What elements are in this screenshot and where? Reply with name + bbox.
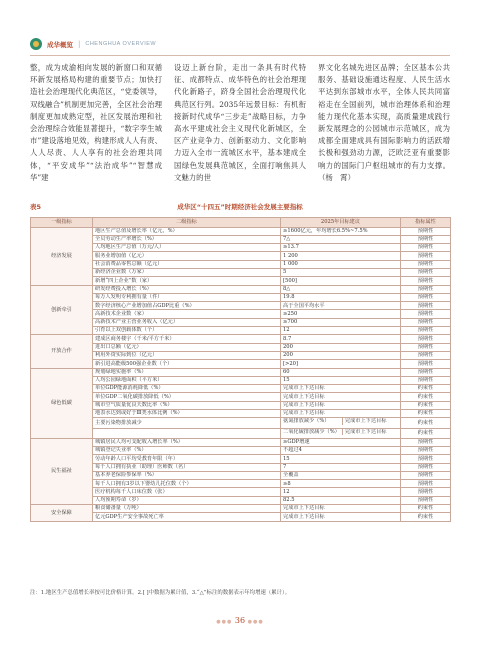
table-row [31,455,451,463]
category-cell: 经济发展 [31,227,93,285]
attribute-cell: 预期性 [401,268,451,276]
target-cell [281,418,401,428]
table-row [31,463,451,471]
indicator-cell: 人均预期寿命（岁） [93,496,281,504]
attribute-cell: 约束性 [401,513,451,521]
page-dots-right: ●●● [247,619,264,625]
target-subvalue: 完成市上下达目标 [344,418,387,425]
attribute-cell: 预期性 [401,438,451,446]
attribute-cell: 预期性 [401,252,451,260]
header-cell-level2: 二级指标 [93,218,281,228]
indicators-table [30,217,451,522]
indicator-cell: 劳动年龄人口平均受教育年限（年） [93,455,281,463]
target-cell: ≥250 [281,310,401,318]
table-row [31,343,451,351]
body-column-2: 设迈上新台阶，走出一条具有时代特征、成都特点、成华特色的社会治理现代化新路子，跻身全国社会治理现代化典范区行列。2035年远景目标：有机衔接新时代成华“三步走”战略目标，力争高水平建成社会主义现代化新城区，全区产业竞争力、创新驱动力、文化影响力迈入全市一流城区水平，基本建成全国绿色发展典范城区，全面打响焦具人文魅力的世 [174,63,306,182]
attribute-cell: 预期性 [401,351,451,359]
indicator-cell: 服务业增加值（亿元） [93,252,281,260]
target-cell: 15 [281,376,401,384]
target-cell: 全覆盖 [281,471,401,479]
page-footer [0,616,480,625]
indicator-cell: 每千人口拥有3岁以下婴幼儿托位数（个） [93,480,281,488]
table-row [31,310,451,318]
indicator-cell: 地表水达到或好于Ⅲ类水体比例（%） [93,410,281,418]
table-title: 成华区“十四五”时期经济社会发展主要指标 [177,203,303,211]
attribute-cell: 预期性 [401,302,451,310]
table-row [31,260,451,268]
attribute-cell: 预期性 [401,463,451,471]
body-column-3: 界文化名城先进区品牌；全区基本公共服务、基础设施通达程度、人民生活水平达到东部城市水平，全体人民共同富裕走在全国前列，城市治理体系和治理能力现代化基本实现，高质量建成践行新发展理念的公园城市示范城区，成为成都全面建成具有国际影响力的活跃增长极和强劲动力源，泛欧泛亚有重要影响力的国际门户枢纽城市的有力支撑。（杨 霄） [318,63,450,182]
target-subitem: 氨氮排放减少（%） [281,418,343,425]
table-row [31,480,451,488]
table-row [31,227,451,235]
table-row [31,244,451,252]
indicator-cell: 人均公园绿地面积（平方米） [93,376,281,384]
table-row [31,410,451,418]
indicator-cell: 医疗机构每千人口床位数（张） [93,488,281,496]
target-cell: 60 [281,368,401,376]
table-row [31,293,451,301]
attribute-cell: 预期性 [401,455,451,463]
target-cell: [500] [281,277,401,285]
header-separator: | [78,40,81,48]
table-row [31,505,451,513]
indicator-cell: 地区生产总值及增长率（亿元，%） [93,227,281,235]
table-row [31,496,451,504]
target-cell [281,428,401,438]
table-row [31,351,451,359]
chenghua-logo-icon [30,38,42,50]
category-cell: 民生福祉 [31,438,93,504]
attribute-cell: 预期性 [401,480,451,488]
target-cell: 15 [281,455,401,463]
table-row [31,335,451,343]
attribute-cell: 约束性 [401,505,451,513]
target-cell: 200 [281,343,401,351]
table-row [31,488,451,496]
indicator-cell: 新经济企业数（万家） [93,268,281,276]
attribute-cell: 预期性 [401,496,451,504]
table-row [31,318,451,326]
target-cell: 8.7 [281,335,401,343]
indicator-cell: 全员劳动生产率增长（%） [93,235,281,243]
body-column-1: 整，成为成渝相向发展的新窗口和双循环新发展格局构建的重要节点；加快打造社会治理现代化典范区，“党委领导，双线融合”机制更加完善，全区社会治理制度更加成熟定型，社区发展治理和社会治理综合效能显著提升，“数字孪生城市”建设落地见效，构建形成人人有责、人人尽责、人人享有的社会治理共同体，“平安成华”“法治成华”“智慧成华”建 [30,63,162,182]
target-cell: 12 [281,488,401,496]
attribute-cell: 预期性 [401,327,451,335]
table-row [31,285,451,293]
target-subitem: 二氧化硫排放减少（%） [281,429,343,436]
attribute-cell: 约束性 [401,393,451,401]
table-row [31,428,451,438]
header-cell-attribute: 指标属性 [401,218,451,228]
table-row [31,438,451,446]
attribute-cell: 预期性 [401,260,451,268]
table-row [31,393,451,401]
indicator-cell: 粮食储备量（万吨） [93,505,281,513]
indicator-cell: 每万人发明专利拥有量（件） [93,293,281,301]
attribute-cell: 约束性 [401,401,451,409]
table-row [31,235,451,243]
indicator-cell: 规划绿地实施率（%） [93,368,281,376]
target-cell: ≥700 [281,318,401,326]
table-row [31,418,451,428]
indicator-cell: 单位GDP能源消耗降低（%） [93,385,281,393]
indicator-cell: 城镇登记失业率（%） [93,447,281,455]
indicator-cell: 新增“四上企业”数（家） [93,277,281,285]
table-caption [30,202,450,214]
target-cell: 不超过4 [281,447,401,455]
category-cell: 安全保障 [31,505,93,522]
target-cell: 12 [281,327,401,335]
target-cell: 完成市上下达目标 [281,505,401,513]
attribute-cell: 预期性 [401,376,451,384]
indicator-cell: 人均地区生产总值（万元/人） [93,244,281,252]
target-cell: 1 000 [281,260,401,268]
attribute-cell: 约束性 [401,385,451,393]
attribute-cell: 预期性 [401,368,451,376]
header-cell-target: 2025年目标建议 [281,218,401,228]
target-cell: 高于全国平均水平 [281,302,401,310]
table-header-row [31,218,451,228]
target-cell: 完成市上下达目标 [281,385,401,393]
attribute-cell: 预期性 [401,343,451,351]
attribute-cell: 预期性 [401,471,451,479]
category-cell: 绿色低碳 [31,368,93,438]
table-row [31,376,451,384]
target-cell: 完成市上下达目标 [281,401,401,409]
target-cell: 完成市上下达目标 [281,513,401,521]
table-row [31,277,451,285]
table-row [31,327,451,335]
table-row [31,385,451,393]
indicator-cell: 城市空气质量优良天数比率（%） [93,401,281,409]
indicator-cell: 引育以上双创载体数（个） [93,327,281,335]
target-cell: 82.5 [281,496,401,504]
table-note: 注：1.地区生产总值增长率按可比价格计算。2.[ ]中数据为累计值，3.“△”标注的数据表示年均增速（累计）。 [30,590,291,596]
attribute-cell: 预期性 [401,235,451,243]
indicator-cell: 主要污染物排放减少 [93,418,281,428]
page-number: 36 [234,616,246,625]
target-cell: 19.8 [281,293,401,301]
table-row [31,252,451,260]
target-cell: 8△ [281,285,401,293]
target-subvalue: 完成市上下达目标 [344,428,387,435]
indicator-cell: 每千人口拥有执业（助理）医师数（名） [93,463,281,471]
header-subtitle: CHENGHUA OVERVIEW [85,41,157,47]
attribute-cell: 预期性 [401,447,451,455]
indicator-cell: 进出口总额（亿元） [93,343,281,351]
table-row [31,471,451,479]
attribute-cell: 预期性 [401,360,451,368]
target-cell: ≥1600亿元，年均增长6.5%~7.5% [281,227,401,235]
target-cell: ≥8 [281,480,401,488]
attribute-cell: 约束性 [401,410,451,418]
target-cell: 7△ [281,235,401,243]
target-cell: 完成市上下达目标 [281,393,401,401]
target-cell: 5 [281,268,401,276]
table-row [31,268,451,276]
indicator-cell: 高新技术企业数（家） [93,310,281,318]
category-cell: 创新牵引 [31,285,93,335]
attribute-cell: 预期性 [401,488,451,496]
running-header [30,36,156,52]
target-cell: 7 [281,463,401,471]
table-row [31,447,451,455]
attribute-cell: 约束性 [401,418,451,428]
table-row [31,360,451,368]
indicator-cell: 亿元GDP生产安全事故死亡率 [93,513,281,521]
category-cell: 开放合作 [31,335,93,368]
attribute-cell: 预期性 [401,244,451,252]
header-cell-level1: 一级指标 [31,218,93,228]
attribute-cell: 预期性 [401,277,451,285]
indicator-cell: 高新技术产业主营业务收入（亿元） [93,318,281,326]
table-row [31,513,451,521]
target-cell: ≥13.7 [281,244,401,252]
target-cell: 1 200 [281,252,401,260]
attribute-cell: 预期性 [401,293,451,301]
header-title: 成华概览 [47,40,73,49]
attribute-cell: 预期性 [401,285,451,293]
header-rule [30,55,450,56]
table-row [31,401,451,409]
indicator-cell [93,428,281,438]
indicator-cell: 利用外资实际到位（亿元） [93,351,281,359]
attribute-cell: 约束性 [401,428,451,438]
indicator-cell: 研发经费投入增长（%） [93,285,281,293]
indicator-cell: 数字经济核心产业增加值占GDP比重（%） [93,302,281,310]
indicator-cell: 社会消费品零售总额（亿元） [93,260,281,268]
attribute-cell: 预期性 [401,318,451,326]
indicator-cell: 单位GDP二氧化碳排放降低（%） [93,393,281,401]
indicator-cell: 新引进高能级500强企业数（个） [93,360,281,368]
indicator-cell: 基本养老保险参保率（%） [93,471,281,479]
target-cell: ≥GDP增速 [281,438,401,446]
table-row [31,302,451,310]
table-number: 表5 [30,203,42,211]
attribute-cell: 预期性 [401,310,451,318]
indicator-cell: 建成区商务楼宇（千米/平方千米） [93,335,281,343]
indicator-cell: 城镇居民人均可支配收入增长率（%） [93,438,281,446]
target-cell: [>20] [281,360,401,368]
page-dots-left: ●●● [216,619,233,625]
body-columns [30,62,450,196]
attribute-cell: 预期性 [401,335,451,343]
table-row [31,368,451,376]
attribute-cell: 预期性 [401,227,451,235]
target-cell: 200 [281,351,401,359]
target-cell: 完成市上下达目标 [281,410,401,418]
